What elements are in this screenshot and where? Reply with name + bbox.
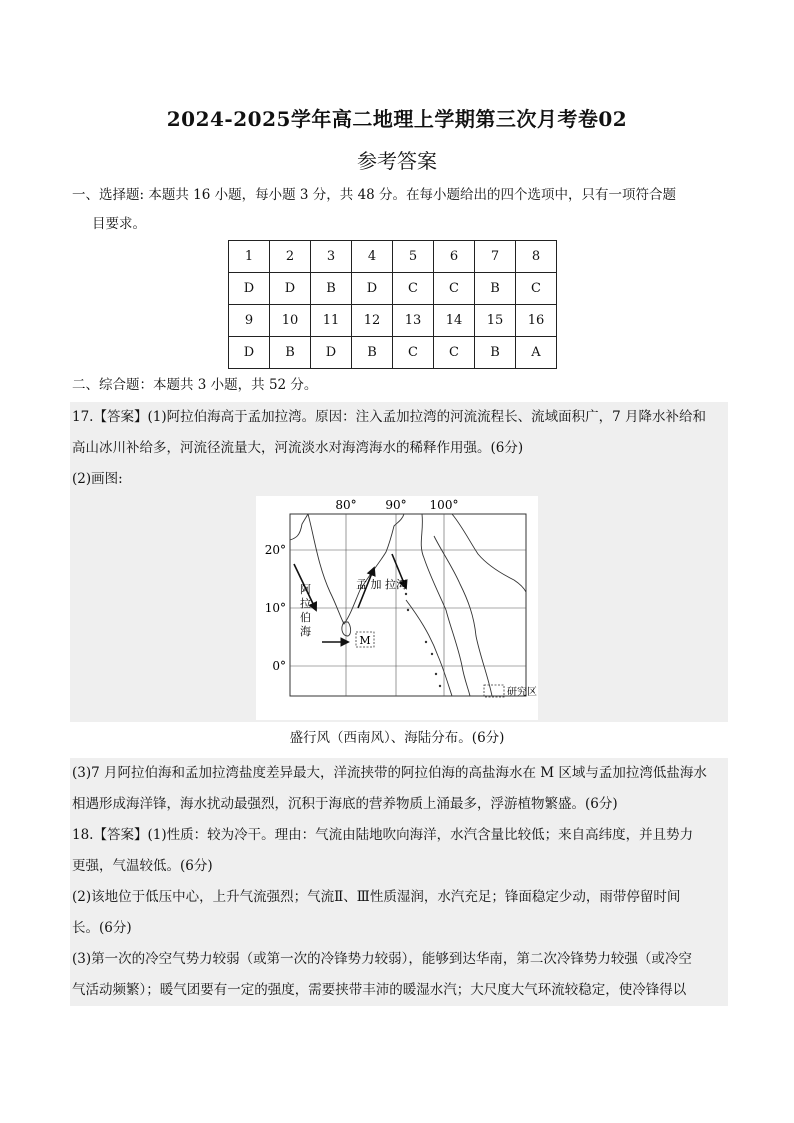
table-cell: C: [434, 273, 475, 305]
lon-label-90: 90°: [385, 498, 407, 512]
q17-part3-line2: 相遇形成海洋锋，海水扰动最强烈，沉积于海底的营养物质上涌最多，浮游植物繁盛。(6分): [72, 796, 618, 812]
lon-label-80: 80°: [335, 498, 357, 512]
lat-label-0: 0°: [272, 659, 286, 673]
table-row: [229, 273, 557, 305]
table-cell: A: [516, 337, 557, 369]
table-cell: 4: [352, 241, 393, 273]
q17-part3-block: [70, 758, 728, 820]
table-cell: 15: [475, 305, 516, 337]
island-dot: [425, 641, 427, 643]
arabian-sea-char: 阿: [300, 583, 311, 596]
table-cell: B: [475, 337, 516, 369]
m-region-label: M: [359, 634, 371, 647]
lat-label-20: 20°: [264, 543, 286, 557]
q18-part2-line2: 长。(6分): [72, 920, 132, 936]
table-cell: 11: [311, 305, 352, 337]
lon-label-100: 100°: [429, 498, 459, 512]
table-cell: C: [516, 273, 557, 305]
section1-line2: 目要求。: [92, 216, 146, 232]
study-area-map: [256, 496, 538, 720]
island-dot: [431, 653, 433, 655]
island-dot: [439, 685, 441, 687]
table-cell: 13: [393, 305, 434, 337]
q17-part2-label: (2)画图:: [72, 471, 123, 487]
arabian-sea-char: 拉: [300, 597, 311, 610]
q17-part3-line1: (3)7 月阿拉伯海和孟加拉湾盐度差异最大，洋流挟带的阿拉伯海的高盐海水在 M 区域与孟加拉湾低盐海水: [72, 765, 707, 781]
section1-instructions: [72, 181, 722, 239]
table-cell: B: [475, 273, 516, 305]
table-cell: D: [270, 273, 311, 305]
table-row: [229, 305, 557, 337]
section2-heading: 二、综合题：本题共 3 小题，共 52 分。: [72, 377, 318, 393]
table-cell: D: [229, 337, 270, 369]
q18-part2-line1: (2)该地位于低压中心，上升气流强烈；气流Ⅱ、Ⅲ性质湿润，水汽充足；锋面稳定少动，雨带停留时间: [72, 889, 681, 905]
arabian-sea-char: 伯: [300, 611, 311, 624]
arabian-sea-char: 海: [300, 625, 311, 638]
table-cell: 3: [311, 241, 352, 273]
page-subtitle: 参考答案: [357, 149, 437, 173]
table-cell: 6: [434, 241, 475, 273]
bay-of-bengal-label: 孟 加 拉湾: [356, 578, 407, 591]
q17-part1-line2: 高山冰川补给多，河流径流量大，河流淡水对海湾海水的稀释作用强。(6分): [72, 440, 524, 456]
section1-line1: 一、选择题: 本题共 16 小题，每小题 3 分，共 48 分。在每小题给出的四个选项中，只有一项符合题: [72, 187, 677, 203]
table-cell: 1: [229, 241, 270, 273]
table-cell: B: [352, 337, 393, 369]
table-row: [229, 241, 557, 273]
q18-part1-line2: 更强，气温较低。(6分): [72, 858, 213, 874]
table-cell: C: [393, 337, 434, 369]
table-cell: 14: [434, 305, 475, 337]
table-cell: 2: [270, 241, 311, 273]
table-cell: D: [311, 337, 352, 369]
map-caption: 盛行风（西南风）、海陆分布。(6分): [289, 730, 505, 746]
table-cell: 10: [270, 305, 311, 337]
q18-part3-line2: 气活动频繁）；暖气团要有一定的强度，需要挟带丰沛的暖湿水汽；大尺度大气环流较稳定，使冷锋得以: [72, 982, 687, 998]
table-cell: B: [270, 337, 311, 369]
table-cell: C: [434, 337, 475, 369]
answer-table: [228, 240, 557, 369]
q18-answer-block: [70, 820, 728, 1006]
table-cell: 5: [393, 241, 434, 273]
lat-label-10: 10°: [264, 601, 286, 615]
table-cell: 7: [475, 241, 516, 273]
table-cell: D: [352, 273, 393, 305]
table-cell: 16: [516, 305, 557, 337]
island-dot: [435, 673, 437, 675]
table-cell: B: [311, 273, 352, 305]
table-cell: D: [229, 273, 270, 305]
table-cell: 12: [352, 305, 393, 337]
table-cell: 9: [229, 305, 270, 337]
island-dot: [405, 593, 407, 595]
table-cell: 8: [516, 241, 557, 273]
island-dot: [407, 609, 409, 611]
q17-part1-line1: 17.【答案】(1)阿拉伯海高于孟加拉湾。原因：注入孟加拉湾的河流流程长、流域面积广，7 月降水补给和: [72, 409, 706, 425]
table-cell: C: [393, 273, 434, 305]
table-row: [229, 337, 557, 369]
q18-part3-line1: (3)第一次的冷空气势力较弱（或第一次的冷锋势力较弱），能够到达华南，第二次冷锋势力较强（或冷空: [72, 951, 692, 967]
page-title: 2024-2025学年高二地理上学期第三次月考卷02: [166, 107, 628, 131]
legend-study-area-label: 研究区: [507, 687, 537, 698]
q18-part1-line1: 18.【答案】(1)性质：较为冷干。理由：气流由陆地吹向海洋，水汽含量比较低；来自高纬度，并且势力: [72, 827, 694, 843]
